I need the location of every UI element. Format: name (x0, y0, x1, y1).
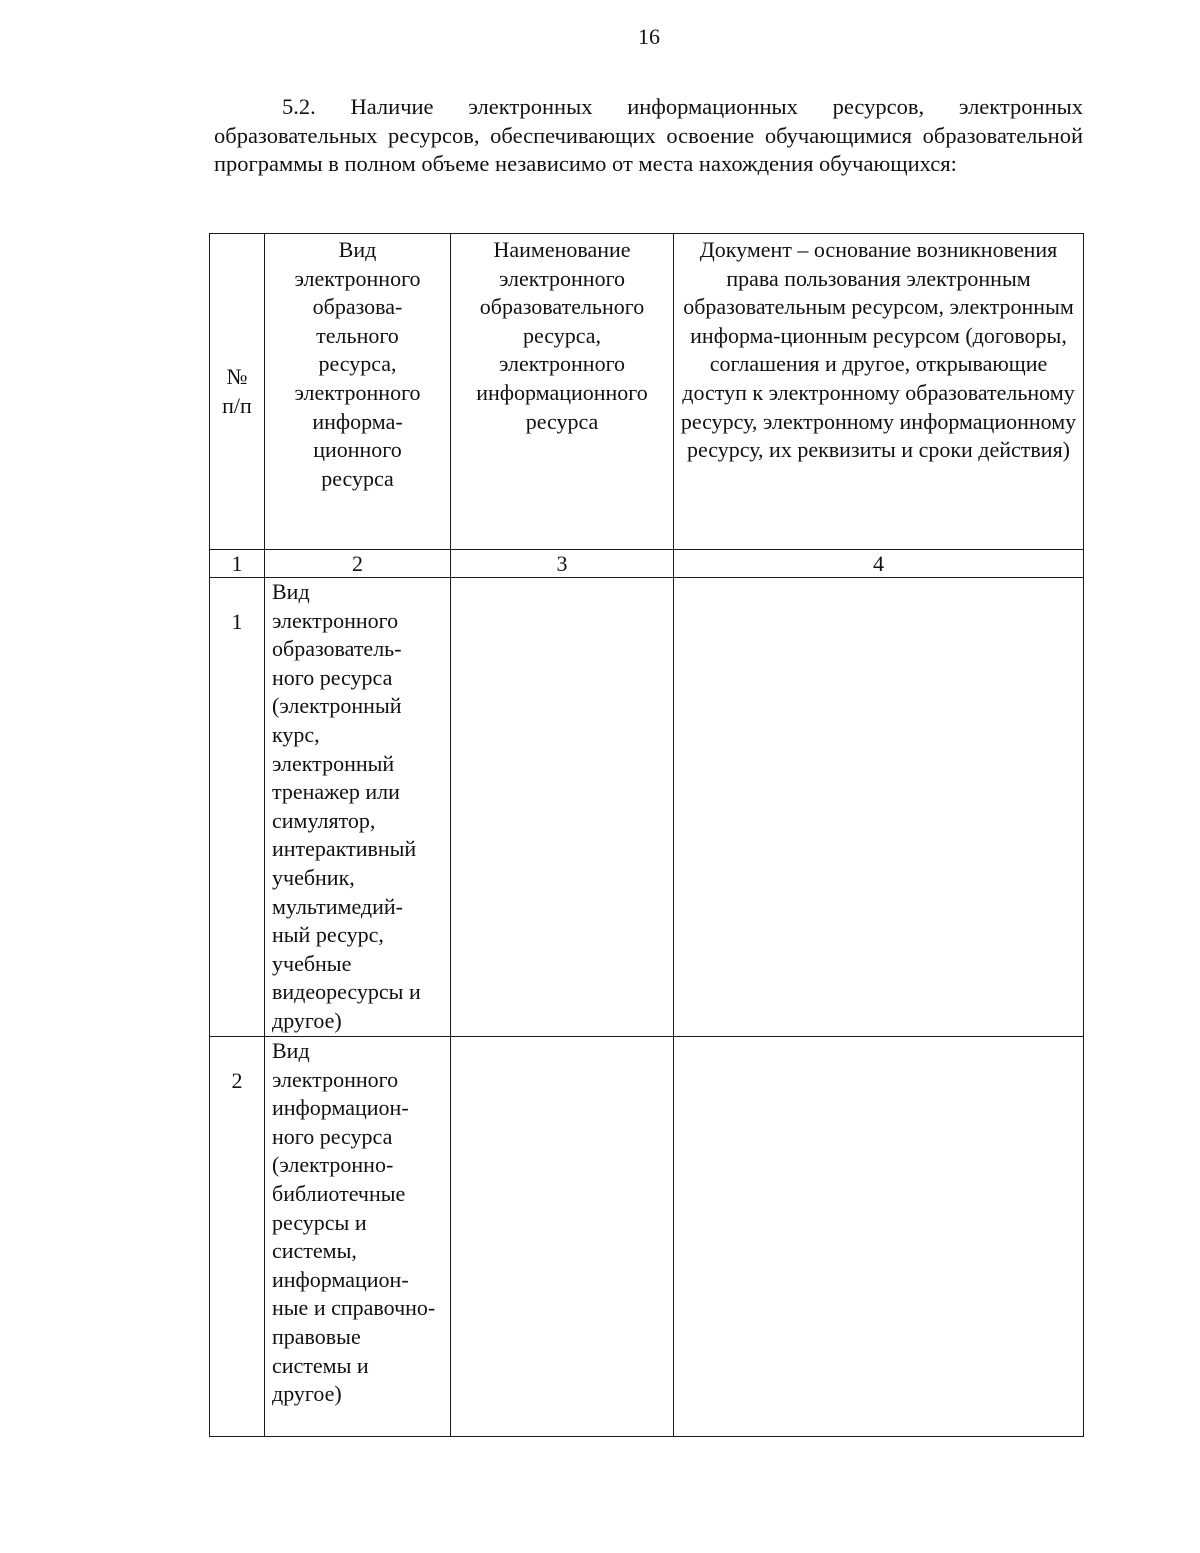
header-basis-document-text: Документ – основание возникновения права пользования электронным образовательным ресурсом, электронным информа-ционным ресурсом (договоры, соглашения и другое, открывающие доступ к электронному образовательному ресурсу, электронному информационному ресурсу, их реквизиты и сроки действия) (680, 237, 1077, 463)
header-resource-name-text: Наименование электронного образовательного ресурса, электронного информационного ресурса (476, 237, 648, 434)
row-number: 2 (210, 1037, 265, 1437)
basis-document-cell (674, 1037, 1084, 1437)
resource-name-cell (451, 1037, 674, 1437)
resource-kind-text: Вид электронного образователь-ного ресурса (электронный курс, электронный тренажер или симулятор, интерактивный учебник, мультимедий-ный ресурс, учебные видеоресурсы и другое) (272, 579, 421, 1033)
header-number-sign: № (226, 363, 248, 389)
resource-kind-cell (265, 1037, 451, 1437)
row-number: 1 (210, 578, 265, 1037)
resources-table (209, 233, 1084, 1437)
intro-paragraph: 5.2. Наличие электронных информационных ресурсов, электронных образовательных ресурсов, обеспечивающих освоение обучающимися образовательной программы в полном объеме независимо от места нахождения обучающихся: (214, 94, 1083, 177)
column-number-row (210, 550, 1084, 578)
resource-kind-cell (265, 578, 451, 1037)
basis-document-cell (674, 578, 1084, 1037)
table-row (210, 578, 1084, 1037)
table-row (210, 1037, 1084, 1437)
header-resource-kind-text: Вид электронного образова-тельного ресурса, электронного информа-ционного ресурса (294, 237, 421, 491)
column-number-2: 2 (265, 550, 451, 578)
column-number-1: 1 (210, 550, 265, 578)
header-basis-document (674, 234, 1084, 550)
table-header-row (210, 234, 1084, 550)
header-resource-kind (265, 234, 451, 550)
header-number (210, 234, 265, 550)
column-number-4: 4 (674, 550, 1084, 578)
page-number: 16 (638, 24, 660, 49)
header-resource-name (451, 234, 674, 550)
header-number-abbr: п/п (222, 392, 252, 418)
column-number-3: 3 (451, 550, 674, 578)
resource-name-cell (451, 578, 674, 1037)
resource-kind-text: Вид электронного информацион-ного ресурса (электронно-библиотечные ресурсы и системы, информацион-ные и справочно-правовые системы и другое) (272, 1038, 436, 1407)
